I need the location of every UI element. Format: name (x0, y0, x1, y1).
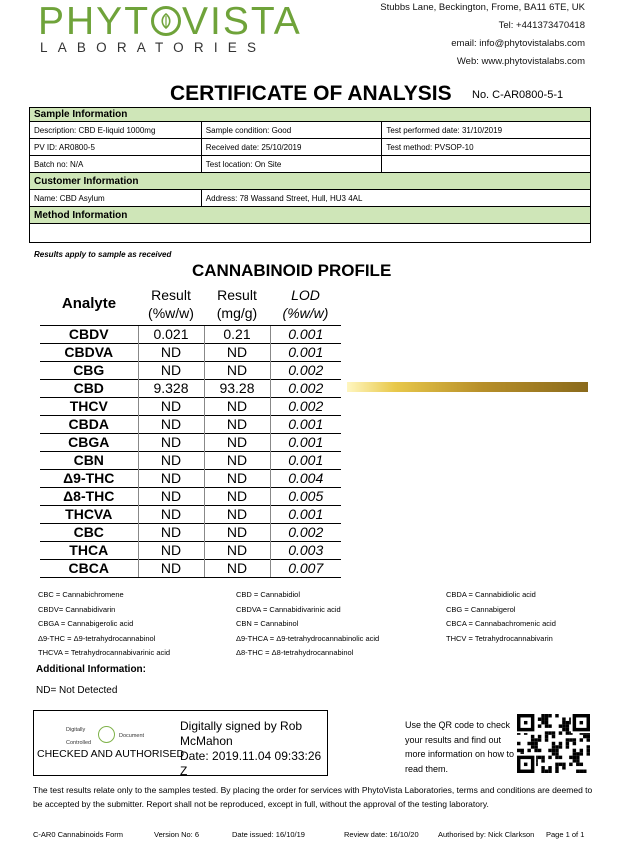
abbreviation-item (236, 619, 298, 628)
lod-cell: 0.001 (270, 415, 341, 433)
analyte-cell: CBG (40, 361, 138, 379)
signed-date-text: Date: 2019.11.04 09:33:26 Z (180, 749, 322, 778)
abbreviation-key: CBDV= (38, 604, 66, 614)
footer-page-number: Page 1 of 1 (546, 830, 585, 839)
analyte-cell: CBDV (40, 325, 138, 343)
table-row (40, 523, 341, 541)
sample-description: Description: CBD E-liquid 1000mg (30, 122, 202, 139)
logo-text-left: PHYT (38, 0, 151, 43)
lod-header-line2: (%w/w) (282, 304, 329, 321)
customer-address: Address: 78 Wassand Street, Hull, HU3 4AL (201, 190, 590, 207)
analyte-cell: THCV (40, 397, 138, 415)
results-note: Results apply to sample as received (34, 250, 172, 259)
table-row (40, 343, 341, 361)
result-mg-cell: ND (204, 415, 270, 433)
table-row (40, 325, 341, 343)
abbreviation-value: Cannabidivarinic acid (269, 604, 341, 614)
analyte-cell: CBDVA (40, 343, 138, 361)
section-header-row (30, 207, 591, 224)
customer-name: Name: CBD Asylum (30, 190, 202, 207)
cannabinoid-table (40, 283, 341, 578)
result-mg-cell: ND (204, 505, 270, 523)
section-header-row (30, 108, 591, 122)
table-row (30, 190, 591, 207)
result-pct-cell: ND (138, 451, 204, 469)
abbreviation-item (446, 619, 556, 628)
abbreviation-item (38, 605, 115, 614)
table-row (40, 361, 341, 379)
abbreviation-item (446, 590, 536, 599)
result-mg-cell: ND (204, 523, 270, 541)
abbreviation-key: THCV = (446, 633, 475, 643)
abbreviation-item (38, 648, 170, 657)
abbreviation-item (38, 634, 155, 643)
dc-stamp-document: Document (119, 733, 145, 739)
table-row (40, 451, 341, 469)
result-mg-cell: ND (204, 487, 270, 505)
abbreviation-key: CBDA = (446, 590, 475, 599)
abbreviation-value: Cannabigerol (470, 604, 516, 614)
footer-date-issued: Date issued: 16/10/19 (232, 830, 305, 839)
result-pct-cell: ND (138, 487, 204, 505)
abbreviation-value: Tetrahydrocannabivarin (474, 633, 553, 643)
signed-by-text: Digitally signed by Rob McMahon (180, 719, 303, 748)
cannabinoid-table-body (40, 325, 341, 577)
company-logo (38, 0, 302, 44)
result-pct-header-line1: Result (151, 286, 191, 303)
received-date: Received date: 25/10/2019 (201, 139, 382, 156)
sample-condition: Sample condition: Good (201, 122, 382, 139)
lod-cell: 0.001 (270, 505, 341, 523)
sample-info-header: Sample Information (30, 108, 591, 122)
lod-cell: 0.007 (270, 559, 341, 577)
dc-stamp-digitally: Digitally (66, 727, 86, 733)
test-location: Test location: On Site (201, 156, 382, 173)
table-row (40, 541, 341, 559)
checked-authorised-label: CHECKED AND AUTHORISED (37, 748, 185, 760)
dc-stamp-controlled: Controlled (66, 740, 92, 746)
lab-phone: Tel: +441373470418 (498, 20, 585, 31)
result-pct-header (138, 283, 204, 325)
result-pct-header-line2: (%w/w) (148, 304, 194, 321)
table-row (30, 224, 591, 243)
abbreviation-key: CBN = (236, 619, 261, 628)
result-mg-cell: ND (204, 451, 270, 469)
result-mg-header (204, 283, 270, 325)
additional-info-title: Additional Information: (36, 664, 146, 675)
table-row (40, 397, 341, 415)
abbreviation-item (236, 605, 341, 614)
analyte-cell: CBDA (40, 415, 138, 433)
table-row (40, 487, 341, 505)
result-pct-cell: ND (138, 541, 204, 559)
footer-version: Version No: 6 (154, 830, 200, 839)
test-method: Test method: PVSOP-10 (382, 139, 591, 156)
method-info-header: Method Information (30, 207, 591, 224)
table-header-row (40, 283, 341, 325)
analyte-header: Analyte (61, 294, 117, 312)
analyte-cell: CBCA (40, 559, 138, 577)
logo-subtitle: LABORATORIES (40, 40, 267, 55)
result-pct-cell: 0.021 (138, 325, 204, 343)
lod-cell: 0.002 (270, 523, 341, 541)
result-mg-cell: 93.28 (204, 379, 270, 397)
abbreviation-item (236, 590, 300, 599)
analyte-cell: CBN (40, 451, 138, 469)
abbreviation-item (236, 634, 379, 643)
sample-info-table (29, 107, 591, 243)
lod-header (270, 283, 341, 325)
customer-info-header: Customer Information (30, 173, 591, 190)
pv-id: PV ID: AR0800-5 (30, 139, 202, 156)
nd-definition: ND= Not Detected (36, 685, 118, 696)
abbreviation-value: Δ9-tetrahydrocannabinol (73, 633, 156, 643)
qr-instructions: Use the QR code to check your results and find out more information on how to read them. (405, 720, 515, 774)
test-performed-date: Test performed date: 31/10/2019 (382, 122, 591, 139)
section-title: CANNABINOID PROFILE (192, 261, 392, 280)
abbreviation-key: Δ8-THC = (236, 648, 272, 657)
page-title: CERTIFICATE OF ANALYSIS (170, 82, 452, 105)
abbreviation-key: CBDVA = (236, 604, 270, 614)
result-mg-header-line2: (mg/g) (216, 304, 258, 321)
abbreviation-key: THCVA = (38, 648, 71, 657)
abbreviation-key: Δ9-THCA = (236, 633, 277, 643)
lod-cell: 0.001 (270, 433, 341, 451)
abbreviation-value: Cannabidiolic acid (474, 590, 536, 599)
lab-email[interactable]: email: info@phytovistalabs.com (451, 38, 585, 49)
method-info-cell (30, 224, 591, 243)
abbreviation-key: CBC = (38, 590, 63, 599)
result-mg-header-line1: Result (217, 286, 257, 303)
result-pct-cell: ND (138, 433, 204, 451)
result-pct-cell: 9.328 (138, 379, 204, 397)
analyte-cell: THCA (40, 541, 138, 559)
lod-cell: 0.001 (270, 451, 341, 469)
result-mg-cell: ND (204, 397, 270, 415)
footer-form-name: C-AR0 Cannabinoids Form (33, 830, 124, 839)
leaf-stamp-icon (98, 726, 115, 743)
abbreviation-value: Cannabidivarin (65, 604, 116, 614)
lod-cell: 0.002 (270, 397, 341, 415)
result-pct-cell: ND (138, 523, 204, 541)
abbreviation-value: Cannabidiol (260, 590, 301, 599)
abbreviation-value: Cannabichromene (62, 590, 124, 599)
batch-number: Batch no: N/A (30, 156, 202, 173)
result-mg-cell: ND (204, 361, 270, 379)
analyte-cell: CBGA (40, 433, 138, 451)
abbreviation-key: CBGA = (38, 619, 68, 628)
analyte-cell: THCVA (40, 505, 138, 523)
result-pct-cell: ND (138, 559, 204, 577)
section-header-row (30, 173, 591, 190)
abbreviation-item (446, 605, 515, 614)
lod-cell: 0.005 (270, 487, 341, 505)
abbreviation-key: CBCA = (446, 619, 475, 628)
result-pct-cell: ND (138, 361, 204, 379)
lod-cell: 0.001 (270, 343, 341, 361)
abbreviation-value: Δ9-tetrahydrocannabinolic acid (276, 633, 380, 643)
analyte-cell: Δ9-THC (40, 469, 138, 487)
lod-cell: 0.001 (270, 325, 341, 343)
abbreviation-key: CBD = (236, 590, 261, 599)
table-row (30, 139, 591, 156)
empty-cell (382, 156, 591, 173)
lod-cell: 0.002 (270, 361, 341, 379)
table-row (40, 469, 341, 487)
abbreviation-item (38, 619, 133, 628)
lab-address: Stubbs Lane, Beckington, Frome, BA11 6TE, UK (380, 2, 585, 13)
result-mg-cell: 0.21 (204, 325, 270, 343)
result-mg-cell: ND (204, 541, 270, 559)
result-mg-cell: ND (204, 343, 270, 361)
table-row (40, 433, 341, 451)
qr-code-icon[interactable] (517, 714, 590, 773)
result-mg-cell: ND (204, 469, 270, 487)
footer-authorised-by: Authorised by: Nick Clarkson (438, 830, 535, 839)
analyte-cell: CBC (40, 523, 138, 541)
abbreviation-value: Cannabinol (260, 619, 299, 628)
gold-decorative-bar (347, 382, 588, 392)
abbreviation-value: Δ8-tetrahydrocannabinol (271, 648, 354, 657)
digital-signature (180, 719, 330, 779)
abbreviation-item (38, 590, 124, 599)
disclaimer-text: The test results relate only to the samples tested. By placing the order for services with PhytoVista Laboratories, terms and conditions are deemed to be accepted by the submitter. Report shall not be reproduced, except in full, without the approval of the testing laboratory. (33, 785, 593, 809)
abbreviation-value: Cannabigerolic acid (67, 619, 134, 628)
result-mg-cell: ND (204, 559, 270, 577)
footer-review-date: Review date: 16/10/20 (344, 830, 419, 839)
abbreviation-key: CBG = (446, 604, 471, 614)
analyte-cell: CBD (40, 379, 138, 397)
logo-text-right: VISTA (182, 0, 302, 43)
abbreviation-item (446, 634, 553, 643)
lod-cell: 0.004 (270, 469, 341, 487)
lab-website[interactable]: Web: www.phytovistalabs.com (456, 56, 585, 67)
table-row (40, 505, 341, 523)
result-pct-cell: ND (138, 397, 204, 415)
result-pct-cell: ND (138, 415, 204, 433)
table-row (40, 379, 341, 397)
abbreviation-value: Cannabachromenic acid (474, 619, 556, 628)
leaf-logo-icon (151, 6, 181, 36)
abbreviation-value: Tetrahydrocannabivarinic acid (70, 648, 171, 657)
result-mg-cell: ND (204, 433, 270, 451)
result-pct-cell: ND (138, 343, 204, 361)
abbreviation-item (236, 648, 353, 657)
lod-header-line1: LOD (291, 286, 320, 303)
table-row (40, 559, 341, 577)
result-pct-cell: ND (138, 469, 204, 487)
abbreviation-key: Δ9-THC = (38, 633, 74, 643)
table-row (30, 156, 591, 173)
table-row (30, 122, 591, 139)
lod-cell: 0.002 (270, 379, 341, 397)
table-row (40, 415, 341, 433)
certificate-number: No. C-AR0800-5-1 (472, 89, 564, 101)
lod-cell: 0.003 (270, 541, 341, 559)
analyte-cell: Δ8-THC (40, 487, 138, 505)
result-pct-cell: ND (138, 505, 204, 523)
